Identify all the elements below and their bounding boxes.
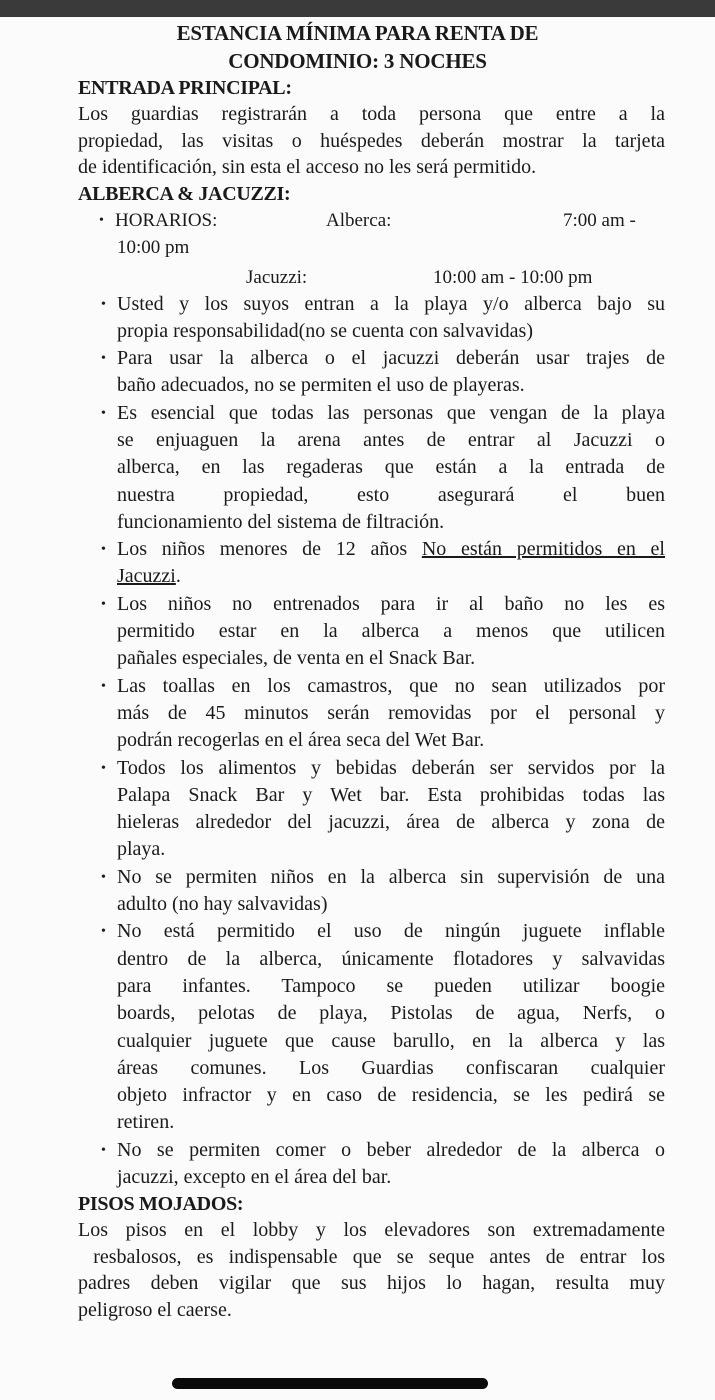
rule-line: para infantes. Tampoco se pueden utilizar boogie: [117, 974, 665, 997]
rule-line: Todos los alimentos y bebidas deberán ser servidos por la: [117, 756, 665, 779]
rule-line: permitido estar en la alberca a menos que utilicen: [117, 620, 665, 643]
paragraph-line: padres deben vigilar que sus hijos lo hagan, resulta muy: [78, 1272, 665, 1295]
rule-line: más de 45 minutos serán removidas por el personal y: [117, 701, 665, 724]
rule-line: nuestra propiedad, esto asegurará el buen: [117, 483, 665, 506]
rule-line: alberca, en las regaderas que están a la entrada de: [117, 456, 665, 479]
rule-line: adulto (no hay salvavidas): [117, 893, 328, 916]
rule-line: Para usar la alberca o el jacuzzi deberán usar trajes de: [117, 347, 665, 370]
entrada-paragraph: [78, 101, 665, 181]
rule-line: Palapa Snack Bar y Wet bar. Esta prohibidas todas las: [117, 783, 665, 806]
title-line-1: ESTANCIA MÍNIMA PARA RENTA DE: [176, 21, 539, 45]
bullet-icon: •: [101, 542, 106, 558]
rule-item: [101, 536, 665, 591]
bullet-icon: •: [101, 596, 106, 612]
schedule-block: [0, 207, 715, 291]
rule-line: Los niños no entrenados para ir al baño no les es: [117, 592, 665, 615]
rule-line: Usted y los suyos entran a la playa y/o alberca bajo su: [117, 292, 665, 315]
redaction-bar: [172, 1378, 488, 1389]
document-page: [0, 17, 715, 1323]
rule-line: Las toallas en los camastros, que no sean utilizados por: [117, 674, 665, 697]
rule-item: [101, 755, 665, 864]
heading-pisos-mojados: PISOS MOJADOS:: [78, 1193, 244, 1216]
rule-line: pañales especiales, de venta en el Snack Bar.: [117, 647, 476, 670]
rule-line: se enjuaguen la arena antes de entrar al Jacuzzi o: [117, 428, 665, 451]
paragraph-line: peligroso el caerse.: [78, 1298, 232, 1321]
rule-line: playa.: [117, 838, 166, 861]
heading-entrada-principal: ENTRADA PRINCIPAL:: [78, 77, 292, 99]
rule-line: áreas comunes. Los Guardias confiscaran cualquier: [117, 1056, 665, 1079]
paragraph-line: propiedad, las visitas o huéspedes deberán mostrar la tarjeta: [78, 129, 665, 152]
rule-item: [101, 291, 665, 346]
rule-text: Los niños menores de 12 años: [117, 538, 422, 561]
top-bar: [0, 0, 715, 17]
rule-line: baño adecuados, no se permiten el uso de playeras.: [117, 374, 525, 397]
rule-item: [101, 864, 665, 919]
rule-line: No se permiten comer o beber alrededor de la alberca o: [117, 1138, 665, 1161]
bullet-icon: •: [101, 351, 106, 367]
rule-line: cualquier juguete que cause barullo, en la alberca y las: [117, 1029, 665, 1052]
bullet-icon: •: [101, 1142, 106, 1158]
paragraph-line: de identificación, sin esta el acceso no les será permitido.: [78, 156, 537, 178]
jacuzzi-hours: 10:00 am - 10:00 pm: [433, 266, 593, 288]
rule-line: jacuzzi, excepto en el área del bar.: [117, 1166, 392, 1188]
pool-hours-start: 7:00 am -: [563, 209, 636, 231]
heading-alberca-jacuzzi: ALBERCA & JACUZZI:: [78, 182, 291, 205]
pool-rules-list: [0, 291, 715, 1192]
pool-hours-end: 10:00 pm: [117, 236, 190, 258]
rule-item: [101, 345, 665, 400]
rule-line: Es esencial que todas las personas que vengan de la playa: [117, 401, 665, 424]
rule-line: No está permitido el uso de ningún juguete inflable: [117, 920, 665, 943]
bullet-icon: •: [101, 678, 106, 694]
bullet-icon: •: [101, 924, 106, 940]
paragraph-line: Los guardias registrarán a toda persona que entre a la: [78, 103, 665, 125]
schedule-label: HORARIOS:: [115, 209, 218, 231]
bullet-icon: •: [101, 405, 106, 421]
rule-text: .: [175, 565, 181, 588]
rule-item: [101, 673, 665, 755]
pisos-paragraph: [78, 1217, 665, 1323]
rule-line: retiren.: [117, 1111, 175, 1134]
document-title: [0, 19, 715, 75]
rule-item: [101, 591, 665, 673]
bullet-icon: •: [99, 212, 104, 228]
title-line-2: CONDOMINIO: 3 NOCHES: [228, 49, 487, 73]
rule-line: podrán recogerlas en el área seca del Wet Bar.: [117, 729, 485, 752]
rule-line: propia responsabilidad(no se cuenta con salvavidas): [117, 319, 533, 342]
rule-underlined-text: Jacuzzi: [117, 565, 176, 588]
rule-line: funcionamiento del sistema de filtración.: [117, 510, 445, 533]
rule-underlined-text: No están permitidos en el: [421, 538, 665, 561]
rule-line: boards, pelotas de playa, Pistolas de agua, Nerfs, o: [117, 1002, 665, 1025]
jacuzzi-label: Jacuzzi:: [246, 266, 308, 288]
pool-label: Alberca:: [326, 209, 392, 231]
paragraph-line: resbalosos, es indispensable que se seque antes de entrar los: [78, 1245, 665, 1268]
rule-item: [101, 1137, 665, 1192]
bullet-icon: •: [101, 760, 106, 776]
rule-line: hieleras alrededor del jacuzzi, área de alberca y zona de: [117, 811, 665, 834]
paragraph-line: Los pisos en el lobby y los elevadores son extremadamente: [78, 1219, 665, 1242]
rule-line: No se permiten niños en la alberca sin supervisión de una: [117, 865, 665, 888]
rule-item: [101, 918, 665, 1136]
rule-item: [101, 400, 665, 536]
rule-line: objeto infractor y en caso de residencia, se les pedirá se: [117, 1084, 665, 1107]
bullet-icon: •: [101, 869, 106, 885]
bullet-icon: •: [101, 296, 106, 312]
rule-line: dentro de la alberca, únicamente flotadores y salvavidas: [117, 947, 665, 970]
